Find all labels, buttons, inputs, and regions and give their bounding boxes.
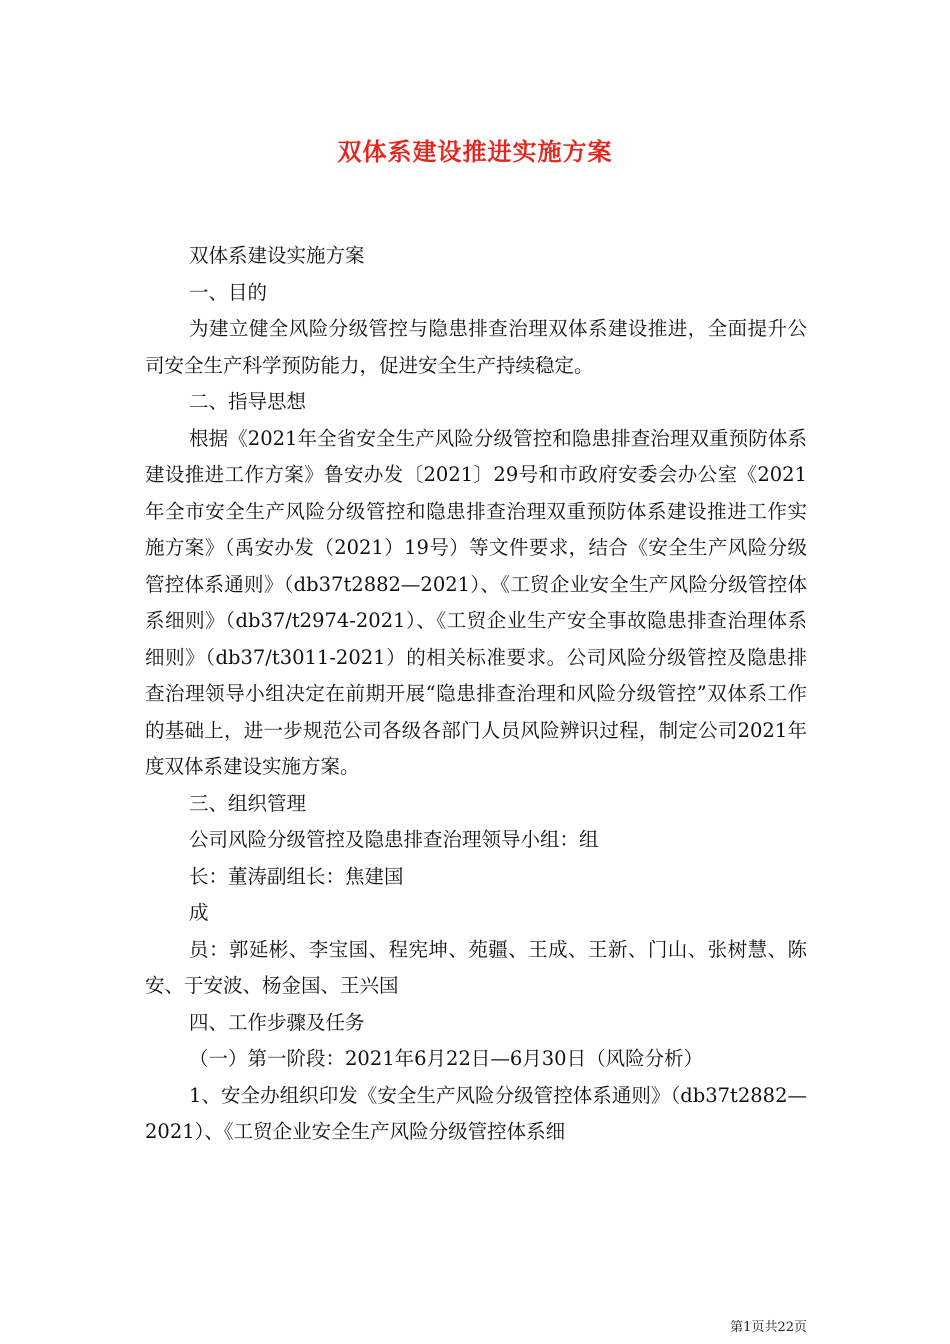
page-number: 第1页共22页 — [730, 1320, 807, 1335]
org-line-group: 公司风险分级管控及隐患排查治理领导小组：组 — [189, 828, 599, 851]
document-title: 双体系建设推进实施方案 — [337, 137, 613, 166]
subtitle-line: 双体系建设实施方案 — [189, 244, 365, 267]
paragraph-item-one — [145, 1078, 807, 1151]
section-heading-guidance: 二、指导思想 — [189, 390, 307, 413]
org-line-leaders: 长：董涛副组长：焦建国 — [189, 864, 404, 888]
paragraph-guidance — [145, 421, 807, 786]
paragraph-members-text: 员：郭延彬、李宝国、程宪坤、苑疆、王成、王新、门山、张树慧、陈安、于安波、杨金国、王兴国 — [145, 937, 807, 997]
paragraph-item-one-text: 1、安全办组织印发《安全生产风险分级管控体系通则》（db37t2882—2021）、《工贸企业安全生产风险分级管控体系细 — [145, 1083, 807, 1143]
paragraph-purpose — [145, 311, 807, 384]
section-heading-organization: 三、组织管理 — [189, 791, 307, 815]
paragraph-purpose-text: 为建立健全风险分级管控与隐患排查治理双体系建设推进，全面提升公司安全生产科学预防能力，促进安全生产持续稳定。 — [145, 317, 807, 377]
stage-one-line: （一）第一阶段：2021年6月22日—6月30日（风险分析） — [189, 1047, 704, 1070]
org-line-member-label: 成 — [189, 901, 209, 924]
paragraph-guidance-text: 根据《2021年全省安全生产风险分级管控和隐患排查治理双重预防体系建设推进工作方案》鲁安办发〔2021〕29号和市政府安委会办公室《2021年全市安全生产风险分级管控和隐患排查治理双重预防体系建设推进工作实施方案》（禹安办发（2021）19号）等文件要求，结合《安全生产风险分级管控体系通则》（db37t2882—2021）、《工贸企业安全生产风险分级管控体系细则》（db37/t2974-2021）、《工贸企业生产安全事故隐患排查治理体系细则》（db37/t3011-2021）的相关标准要求。公司风险分级管控及隐患排查治理领导小组决定在前期开展“隐患排查治理和风险分级管控”双体系工作的基础上，进一步规范公司各级各部门人员风险辨识过程，制定公司2021年度双体系建设实施方案。 — [145, 426, 807, 778]
section-heading-purpose: 一、目的 — [189, 280, 268, 304]
document-body — [145, 238, 807, 1151]
paragraph-members — [145, 932, 807, 1005]
section-heading-steps: 四、工作步骤及任务 — [189, 1010, 365, 1034]
